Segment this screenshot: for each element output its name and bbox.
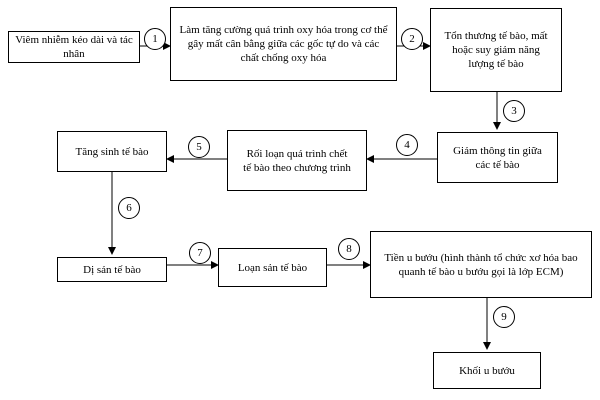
box-pre-tumor-label: Tiền u bướu (hình thành tổ chức xơ hóa bao quanh tế bào u bướu gọi là lớp ECM) — [384, 251, 578, 278]
box-cell-proliferation-label: Tăng sinh tế bào — [75, 145, 149, 158]
box-oxidative-stress-label: Làm tăng cường quá trình oxy hóa trong cơ thể gây mất cân bằng giữa các gốc tự do và các chất chống oxy hóa — [179, 24, 388, 64]
step-marker-5: 5 — [188, 136, 210, 158]
box-dysplasia — [218, 248, 327, 287]
box-cell-damage — [430, 8, 562, 92]
box-apoptosis-disorder-label: Rối loạn quá trình chết tế bào theo chương trình — [243, 147, 351, 174]
box-metaplasia — [57, 257, 167, 282]
step-marker-4: 4 — [396, 134, 418, 156]
step-marker-6: 6 — [118, 197, 140, 219]
box-metaplasia-label: Dị sản tế bào — [83, 263, 141, 276]
step-marker-9: 9 — [493, 306, 515, 328]
box-reduced-cell-communication — [437, 132, 558, 183]
box-chronic-inflammation — [8, 31, 140, 63]
box-cell-proliferation — [57, 131, 167, 172]
box-chronic-inflammation-label: Viêm nhiễm kéo dài và tác nhân — [15, 34, 133, 60]
box-pre-tumor — [370, 231, 592, 298]
step-marker-8: 8 — [338, 238, 360, 260]
step-marker-7: 7 — [189, 242, 211, 264]
step-marker-3: 3 — [503, 100, 525, 122]
box-oxidative-stress — [170, 7, 397, 81]
box-cell-damage-label: Tổn thương tế bào, mất hoặc suy giảm năng lượng tế bào — [444, 30, 548, 70]
box-reduced-cell-communication-label: Giảm thông tin giữa các tế bào — [453, 144, 542, 171]
step-marker-1: 1 — [144, 28, 166, 50]
step-marker-2: 2 — [401, 28, 423, 50]
box-apoptosis-disorder — [227, 130, 367, 191]
box-tumor-mass-label: Khối u bướu — [459, 364, 515, 377]
box-dysplasia-label: Loạn sản tế bào — [237, 261, 308, 274]
box-tumor-mass — [433, 352, 541, 389]
